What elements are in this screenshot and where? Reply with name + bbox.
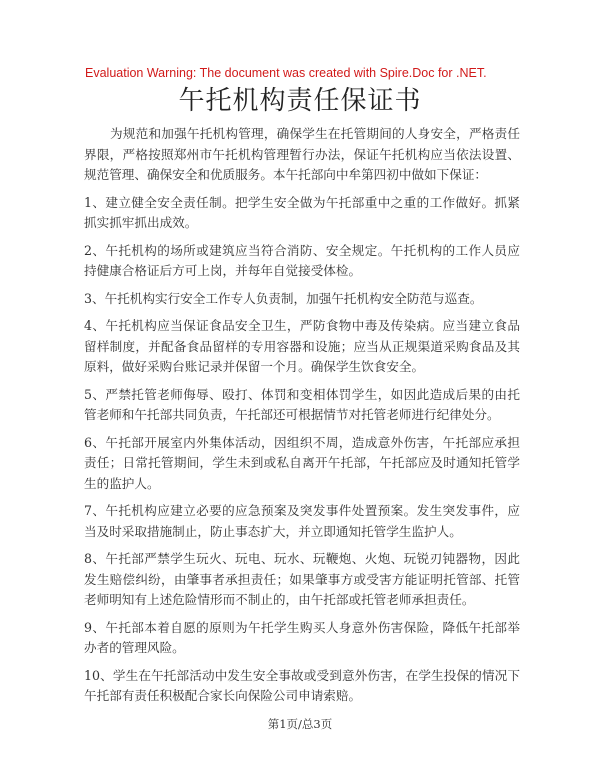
clause-8: 8、午托部严禁学生玩火、玩电、玩水、玩鞭炮、火炮、玩锐刃钝器物，因此发生赔偿纠纷，由肇事者承担责任；如果肇事方或受害方能证明托管部、托管老师明知有上述危险情形而不制止的，由午托部或托管老师承担责任。	[84, 551, 520, 607]
intro-paragraph: 为规范和加强午托机构管理，确保学生在托管期间的人身安全，严格责任界限，严格按照郑州市午托机构管理暂行办法，保证午托机构应当依法设置、规范管理、确保安全和优质服务。本午托部向中牟第四初中做如下保证：	[84, 126, 520, 182]
clause-3: 3、午托机构实行安全工作专人负责制，加强午托机构安全防范与巡查。	[84, 290, 483, 306]
clause-9: 9、午托部本着自愿的原则为午托学生购买人身意外伤害保险，降低午托部举办者的管理风险。	[84, 619, 520, 655]
clause-5: 5、严禁托管老师侮辱、殴打、体罚和变相体罚学生，如因此造成后果的由托管老师和午托部共同负责，午托部还可根据情节对托管老师进行纪律处分。	[84, 386, 520, 422]
clause-7: 7、午托机构应建立必要的应急预案及突发事件处置预案。发生突发事件，应当及时采取措施制止，防止事态扩大，并立即通知托管学生监护人。	[84, 503, 520, 539]
clause-2: 2、午托机构的场所或建筑应当符合消防、安全规定。午托机构的工作人员应持健康合格证后方可上岗，并每年自觉接受体检。	[84, 242, 520, 278]
clause-1: 1、建立健全安全责任制。把学生安全做为午托部重中之重的工作做好。抓紧抓实抓牢抓出成效。	[84, 194, 520, 230]
document-body	[84, 124, 520, 714]
clause-10: 10、学生在午托部活动中发生安全事故或受到意外伤害，在学生投保的情况下午托部有责任积极配合家长向保险公司申请索赔。	[84, 667, 520, 703]
page-number: 第1页/总3页	[267, 717, 333, 731]
document-title: 午托机构责任保证书	[178, 86, 422, 116]
evaluation-warning: Evaluation Warning: The document was created with Spire.Doc for .NET.	[85, 66, 487, 80]
clause-6: 6、午托部开展室内外集体活动，因组织不周，造成意外伤害，午托部应承担责任；日常托管期间，学生未到或私自离开午托部，午托部应及时通知托管学生的监护人。	[84, 434, 520, 491]
clause-4: 4、午托机构应当保证食品安全卫生，严防食物中毒及传染病。应当建立食品留样制度，并配备食品留样的专用容器和设施；应当从正规渠道采购食品及其原料，做好采购台账记录并保留一个月。确保学生饮食安全。	[84, 318, 520, 374]
